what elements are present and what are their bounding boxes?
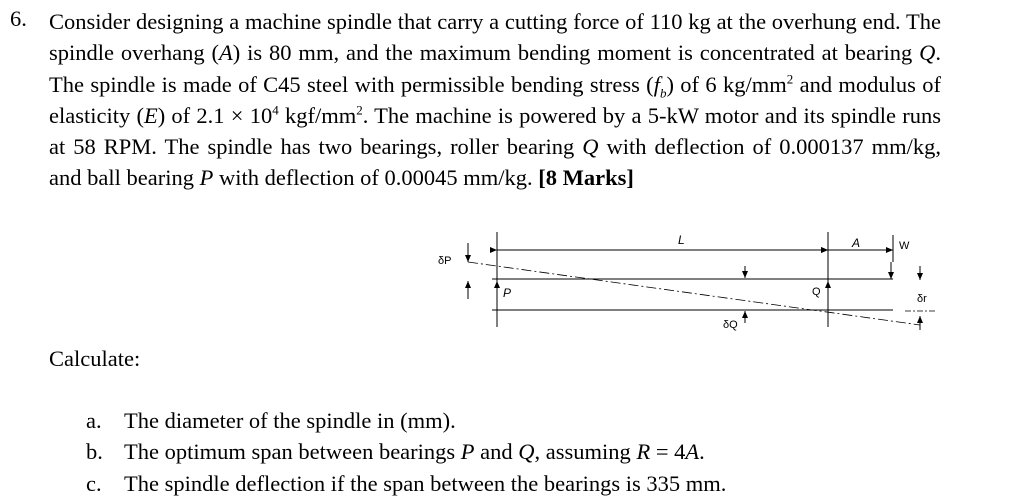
label-deltaP: δP [438,255,452,267]
label-deltar: δr [917,293,927,305]
deflected-axis [468,262,920,325]
label-deltaQ: δQ [723,319,738,331]
marks-label: [8 Marks] [538,165,634,191]
label-W: W [899,240,910,252]
question-text: Consider designing a machine spindle that carry a cutting force of 110 kg at the overhung end. The spindle overhang (A) is 80 mm, and the maximum bending moment is concentrated at bearing Q. The spindle is made of C45 steel with permissible bending stress $(f_b)$ of 6 $kg/mm^2$ and modulus of elasticity (E) of $2.1 \times 10^4$ kgf/$mm^2$. The machine is powered by a 5-kW motor and its spindle runs at 58 RPM. The spindle has two bearings, roller bearing Q with deflection of 0.000137 mm/kg, and ball bearing P with deflection of 0.00045 mm/kg. [8 Marks] [49,9,942,191]
calculate-heading: Calculate: [49,346,141,371]
label-P: P [503,286,512,300]
question-number: 6. [10,6,27,31]
list-item: c. The spindle deflection if the span between the bearings is 335 mm. [86,470,727,496]
label-A: A [852,236,861,250]
list-item: b. The optimum span between bearings P and Q, assuming R = 4A. [86,439,705,465]
sub-questions [86,405,726,499]
label-Q: Q [812,286,821,298]
list-item: a. The diameter of the spindle in (mm). [86,408,456,433]
label-L: L [678,233,685,247]
